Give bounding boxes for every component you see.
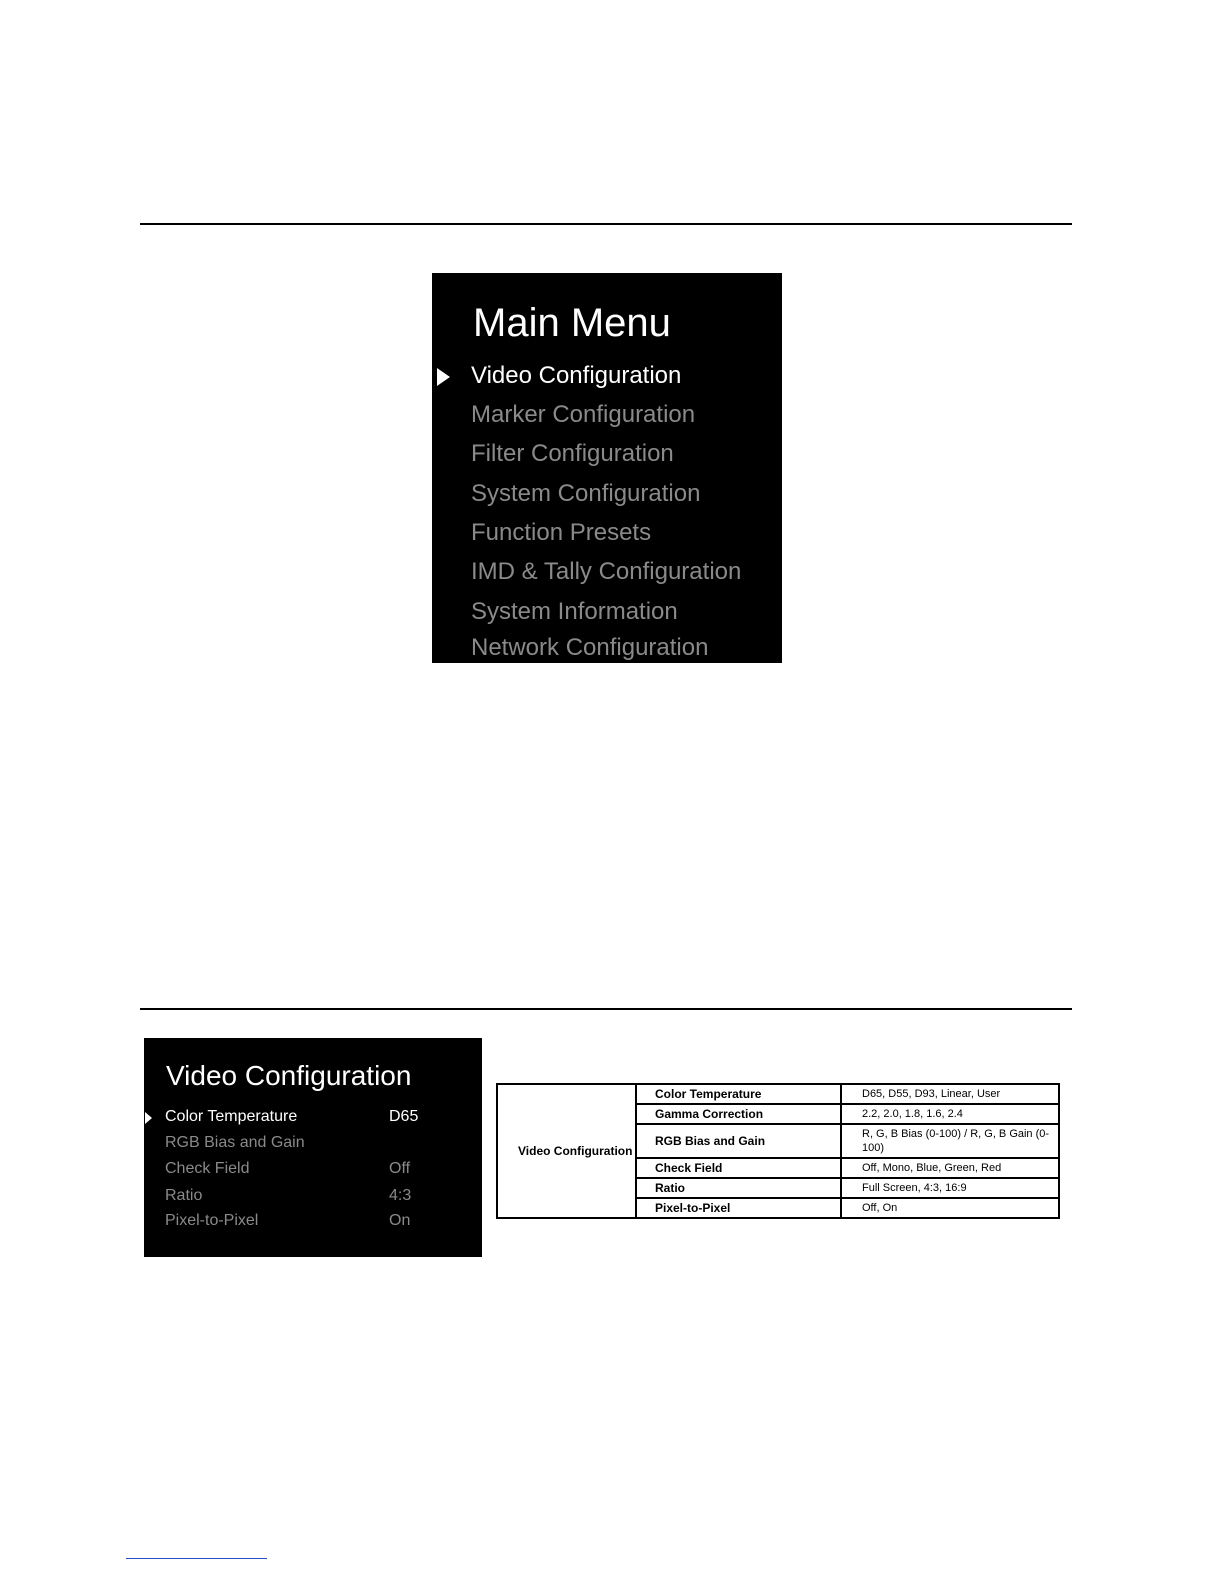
table-parameter-cell: Color Temperature (636, 1084, 841, 1104)
table-options-cell: 2.2, 2.0, 1.8, 1.6, 2.4 (841, 1104, 1059, 1124)
menu-item-imd-tally-configuration[interactable]: IMD & Tally Configuration (471, 558, 742, 585)
menu-item-filter-configuration[interactable]: Filter Configuration (471, 440, 674, 467)
menu-item-marker-configuration[interactable]: Marker Configuration (471, 401, 696, 428)
table-options-cell: D65, D55, D93, Linear, User (841, 1084, 1059, 1104)
middle-divider (140, 1008, 1072, 1010)
table-options-cell: Full Screen, 4:3, 16:9 (841, 1178, 1059, 1198)
selection-arrow-icon (437, 368, 450, 386)
video-value-check-field: Off (389, 1160, 411, 1177)
menu-item-video-configuration[interactable]: Video Configuration (471, 362, 682, 389)
table-options-cell: R, G, B Bias (0-100) / R, G, B Gain (0-100) (841, 1124, 1059, 1158)
video-item-color-temperature[interactable]: Color Temperature (165, 1108, 298, 1125)
video-value-pixel-to-pixel: On (389, 1212, 411, 1229)
menu-item-network-configuration[interactable]: Network Configuration (471, 634, 709, 661)
video-value-ratio: 4:3 (389, 1187, 412, 1204)
menu-item-system-configuration[interactable]: System Configuration (471, 480, 701, 507)
video-item-check-field[interactable]: Check Field (165, 1160, 250, 1177)
selection-arrow-icon (145, 1112, 152, 1124)
footer-link-underline[interactable] (126, 1558, 267, 1559)
video-value-color-temperature: D65 (389, 1108, 419, 1125)
table-row (497, 1084, 1059, 1104)
table-options-cell: Off, Mono, Blue, Green, Red (841, 1158, 1059, 1178)
table-parameter-cell: Pixel-to-Pixel (636, 1198, 841, 1218)
menu-item-function-presets[interactable]: Function Presets (471, 519, 652, 546)
video-item-rgb-bias-and-gain[interactable]: RGB Bias and Gain (165, 1134, 305, 1151)
video-menu-title: Video Configuration (166, 1060, 412, 1091)
video-item-ratio[interactable]: Ratio (165, 1187, 203, 1204)
top-divider (140, 223, 1072, 225)
table-parameter-cell: Ratio (636, 1178, 841, 1198)
video-configuration-screenshot (144, 1038, 482, 1257)
menu-item-system-information[interactable]: System Information (471, 598, 678, 625)
main-menu-screenshot (432, 273, 782, 663)
table-parameter-cell: RGB Bias and Gain (636, 1124, 841, 1158)
table-options-cell: Off, On (841, 1198, 1059, 1218)
table-parameter-cell: Gamma Correction (636, 1104, 841, 1124)
table-parameter-cell: Check Field (636, 1158, 841, 1178)
video-configuration-table (496, 1083, 1060, 1219)
video-item-pixel-to-pixel[interactable]: Pixel-to-Pixel (165, 1212, 259, 1229)
table-group-cell: Video Configuration (497, 1084, 636, 1218)
main-menu-title: Main Menu (473, 301, 671, 345)
